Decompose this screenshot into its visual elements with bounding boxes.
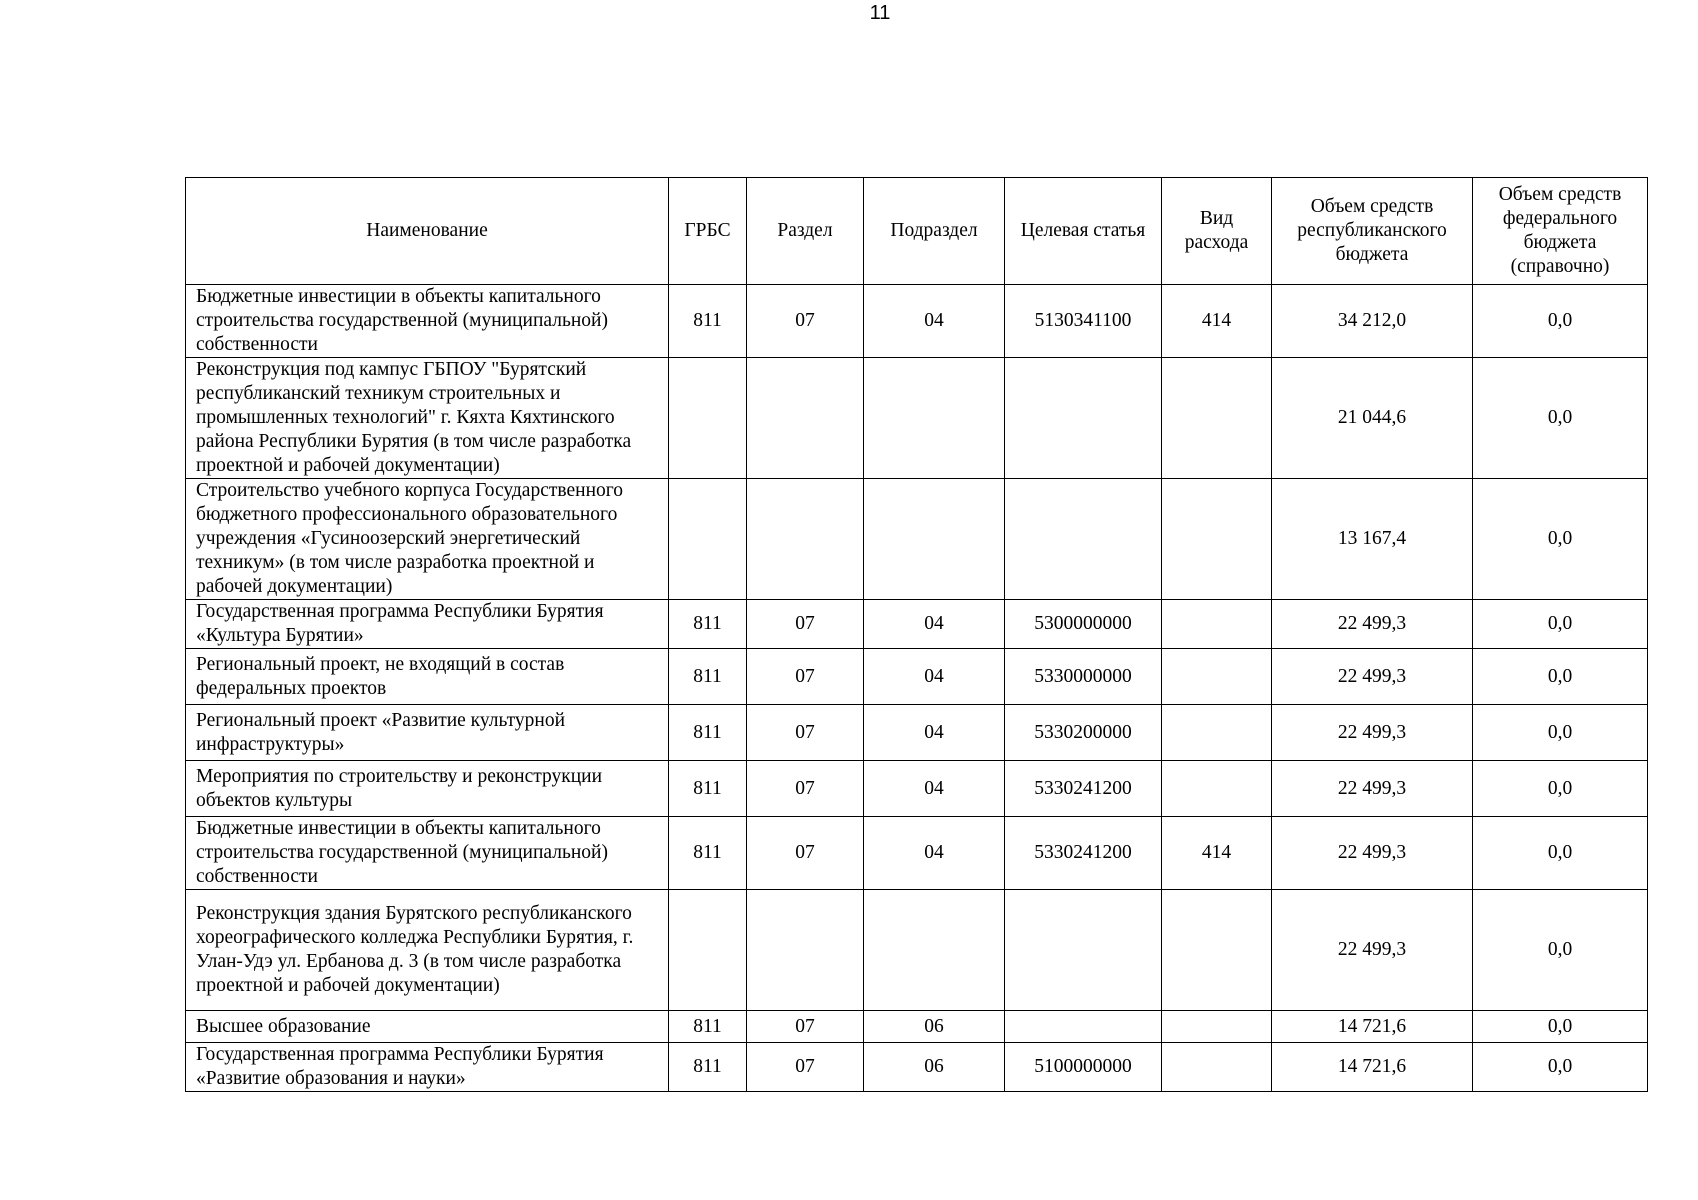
header-grbs: ГРБС	[669, 178, 747, 285]
cell-section: 07	[747, 705, 864, 761]
cell-section: 07	[747, 1043, 864, 1092]
cell-target	[1005, 1011, 1162, 1043]
cell-subsection: 04	[864, 285, 1005, 358]
cell-expense-type	[1162, 600, 1272, 649]
cell-section: 07	[747, 285, 864, 358]
cell-republic: 34 212,0	[1272, 285, 1473, 358]
cell-federal: 0,0	[1473, 1043, 1648, 1092]
cell-subsection: 04	[864, 817, 1005, 890]
cell-grbs: 811	[669, 649, 747, 705]
cell-grbs: 811	[669, 1043, 747, 1092]
table-row	[186, 479, 1648, 600]
cell-expense-type	[1162, 890, 1272, 1011]
cell-grbs	[669, 358, 747, 479]
cell-target: 5130341100	[1005, 285, 1162, 358]
cell-republic: 22 499,3	[1272, 600, 1473, 649]
cell-subsection: 04	[864, 649, 1005, 705]
cell-section	[747, 358, 864, 479]
header-name: Наименование	[186, 178, 669, 285]
cell-section: 07	[747, 600, 864, 649]
cell-grbs: 811	[669, 285, 747, 358]
header-expense-type: Вид расхода	[1162, 178, 1272, 285]
cell-republic: 21 044,6	[1272, 358, 1473, 479]
cell-republic: 22 499,3	[1272, 761, 1473, 817]
cell-name: Мероприятия по строительству и реконструкции объектов культуры	[186, 761, 669, 817]
cell-subsection	[864, 890, 1005, 1011]
cell-expense-type	[1162, 1043, 1272, 1092]
table-row	[186, 649, 1648, 705]
cell-republic: 22 499,3	[1272, 705, 1473, 761]
cell-target: 5330241200	[1005, 817, 1162, 890]
table-row	[186, 1043, 1648, 1092]
table-row	[186, 600, 1648, 649]
cell-name: Реконструкция здания Бурятского республиканского хореографического колледжа Республики Бурятия, г. Улан-Удэ ул. Ербанова д. 3 (в том числе разработка проектной и рабочей документации)	[186, 890, 669, 1011]
table-row	[186, 890, 1648, 1011]
cell-grbs: 811	[669, 600, 747, 649]
header-subsection: Подраздел	[864, 178, 1005, 285]
budget-table	[185, 177, 1648, 1092]
cell-federal: 0,0	[1473, 649, 1648, 705]
cell-federal: 0,0	[1473, 761, 1648, 817]
cell-grbs: 811	[669, 817, 747, 890]
cell-expense-type	[1162, 479, 1272, 600]
cell-expense-type	[1162, 649, 1272, 705]
cell-expense-type: 414	[1162, 817, 1272, 890]
cell-grbs	[669, 890, 747, 1011]
cell-section: 07	[747, 817, 864, 890]
header-target: Целевая статья	[1005, 178, 1162, 285]
table-row	[186, 761, 1648, 817]
cell-federal: 0,0	[1473, 600, 1648, 649]
table-row	[186, 285, 1648, 358]
cell-name: Региональный проект, не входящий в состав федеральных проектов	[186, 649, 669, 705]
cell-republic: 22 499,3	[1272, 817, 1473, 890]
cell-expense-type	[1162, 705, 1272, 761]
header-federal-budget: Объем средств федерального бюджета (справочно)	[1473, 178, 1648, 285]
cell-name: Высшее образование	[186, 1011, 669, 1043]
cell-subsection	[864, 479, 1005, 600]
cell-section: 07	[747, 649, 864, 705]
cell-target	[1005, 890, 1162, 1011]
cell-subsection: 06	[864, 1043, 1005, 1092]
cell-subsection: 04	[864, 705, 1005, 761]
table-row	[186, 1011, 1648, 1043]
cell-federal: 0,0	[1473, 1011, 1648, 1043]
cell-expense-type: 414	[1162, 285, 1272, 358]
page-number: 11	[869, 2, 891, 24]
cell-target: 5300000000	[1005, 600, 1162, 649]
cell-name: Реконструкция под кампус ГБПОУ "Бурятский республиканский техникум строительных и промышленных технологий" г. Кяхта Кяхтинского района Республики Бурятия (в том числе разработка проектной и рабочей документации)	[186, 358, 669, 479]
cell-republic: 13 167,4	[1272, 479, 1473, 600]
cell-expense-type	[1162, 761, 1272, 817]
table-row	[186, 358, 1648, 479]
cell-grbs: 811	[669, 1011, 747, 1043]
cell-subsection	[864, 358, 1005, 479]
cell-grbs: 811	[669, 705, 747, 761]
cell-republic: 22 499,3	[1272, 890, 1473, 1011]
cell-section: 07	[747, 761, 864, 817]
cell-federal: 0,0	[1473, 817, 1648, 890]
cell-name: Бюджетные инвестиции в объекты капитального строительства государственной (муниципальной) собственности	[186, 817, 669, 890]
cell-grbs	[669, 479, 747, 600]
cell-target: 5330000000	[1005, 649, 1162, 705]
cell-section	[747, 890, 864, 1011]
header-republic-budget: Объем средств республиканского бюджета	[1272, 178, 1473, 285]
cell-section: 07	[747, 1011, 864, 1043]
table-header-row	[186, 178, 1648, 285]
cell-target	[1005, 358, 1162, 479]
table-row	[186, 705, 1648, 761]
cell-target: 5330200000	[1005, 705, 1162, 761]
header-section: Раздел	[747, 178, 864, 285]
cell-republic: 14 721,6	[1272, 1043, 1473, 1092]
cell-target: 5100000000	[1005, 1043, 1162, 1092]
cell-name: Государственная программа Республики Бурятия «Культура Бурятии»	[186, 600, 669, 649]
cell-republic: 22 499,3	[1272, 649, 1473, 705]
cell-subsection: 04	[864, 761, 1005, 817]
cell-federal: 0,0	[1473, 358, 1648, 479]
cell-federal: 0,0	[1473, 705, 1648, 761]
cell-federal: 0,0	[1473, 285, 1648, 358]
cell-name: Региональный проект «Развитие культурной инфраструктуры»	[186, 705, 669, 761]
table-row	[186, 817, 1648, 890]
cell-republic: 14 721,6	[1272, 1011, 1473, 1043]
cell-federal: 0,0	[1473, 890, 1648, 1011]
cell-target	[1005, 479, 1162, 600]
cell-section	[747, 479, 864, 600]
cell-name: Государственная программа Республики Бурятия «Развитие образования и науки»	[186, 1043, 669, 1092]
cell-name: Строительство учебного корпуса Государственного бюджетного профессионального образовательного учреждения «Гусиноозерский энергетический техникум» (в том числе разработка проектной и рабочей документации)	[186, 479, 669, 600]
cell-expense-type	[1162, 358, 1272, 479]
cell-federal: 0,0	[1473, 479, 1648, 600]
cell-subsection: 06	[864, 1011, 1005, 1043]
cell-grbs: 811	[669, 761, 747, 817]
cell-name: Бюджетные инвестиции в объекты капитального строительства государственной (муниципальной) собственности	[186, 285, 669, 358]
cell-expense-type	[1162, 1011, 1272, 1043]
cell-subsection: 04	[864, 600, 1005, 649]
cell-target: 5330241200	[1005, 761, 1162, 817]
